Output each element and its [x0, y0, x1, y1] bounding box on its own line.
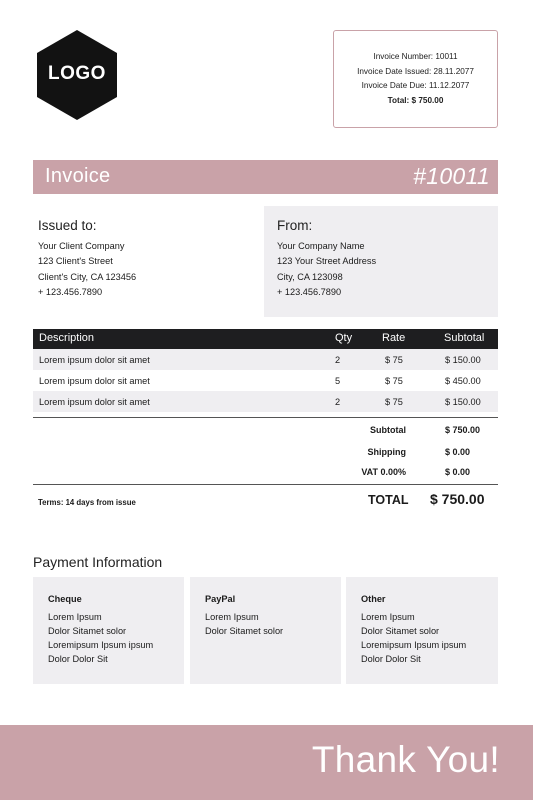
payment-paypal-box — [190, 577, 341, 684]
row-description: Lorem ipsum dolor sit amet — [39, 355, 150, 365]
row-subtotal: $ 150.00 — [445, 355, 481, 365]
shipping-value: $ 0.00 — [445, 447, 471, 457]
payment-detail: Lorem Ipsum — [205, 612, 259, 622]
payment-info-title: Payment Information — [33, 554, 163, 570]
payment-detail: Dolor Sitamet solor — [48, 626, 127, 636]
payment-detail: Dolor Dolor Sit — [361, 654, 421, 664]
invoice-number: Invoice Number: 10011 — [373, 52, 458, 61]
total-divider — [33, 484, 498, 485]
payment-detail: Dolor Sitamet solor — [205, 626, 284, 636]
header-subtotal: Subtotal — [444, 332, 485, 344]
invoice-number-heading: #10011 — [413, 163, 490, 189]
from-section — [264, 206, 498, 317]
logo-text: LOGO — [48, 63, 106, 84]
row-rate: $ 75 — [385, 355, 403, 365]
invoice-date-due: Invoice Date Due: 11.12.2077 — [361, 81, 470, 90]
table-header — [33, 329, 498, 349]
row-description: Lorem ipsum dolor sit amet — [39, 397, 150, 407]
grand-total-label: TOTAL — [368, 493, 409, 507]
payment-detail: Dolor Dolor Sit — [48, 654, 108, 664]
from-heading: From: — [277, 218, 313, 233]
footer-banner — [0, 725, 533, 800]
row-rate: $ 75 — [385, 397, 403, 407]
payment-method-heading: PayPal — [205, 594, 236, 604]
table-row — [33, 370, 498, 391]
invoice-title: Invoice — [45, 165, 111, 187]
payment-detail: Lorem Ipsum — [361, 612, 415, 622]
summary-vat-row — [33, 467, 498, 483]
client-street: 123 Client's Street — [38, 256, 113, 267]
payment-other-box — [346, 577, 498, 684]
row-subtotal: $ 450.00 — [445, 376, 481, 386]
summary-shipping-row — [33, 447, 498, 463]
summary-subtotal-row — [33, 425, 498, 441]
payment-detail: Loremipsum Ipsum ipsum — [48, 640, 154, 650]
row-description: Lorem ipsum dolor sit amet — [39, 376, 150, 386]
client-city: Client's City, CA 123456 — [38, 271, 137, 282]
invoice-title-bar — [33, 160, 498, 194]
row-subtotal: $ 150.00 — [445, 397, 481, 407]
payment-detail: Dolor Sitamet solor — [361, 626, 440, 636]
row-qty: 5 — [335, 376, 341, 386]
client-company: Your Client Company — [38, 241, 125, 251]
header-rate: Rate — [382, 332, 406, 344]
client-phone: + 123.456.7890 — [38, 286, 103, 297]
subtotal-value: $ 750.00 — [445, 425, 481, 435]
table-row — [33, 391, 498, 412]
payment-detail: Loremipsum Ipsum ipsum — [361, 640, 467, 650]
row-qty: 2 — [335, 355, 341, 365]
company-phone: + 123.456.7890 — [277, 286, 342, 297]
issued-to-section — [38, 218, 238, 300]
logo — [37, 30, 117, 120]
payment-terms: Terms: 14 days from issue — [38, 498, 136, 507]
payment-method-heading: Other — [361, 594, 386, 604]
subtotal-label: Subtotal — [370, 425, 406, 435]
row-qty: 2 — [335, 397, 341, 407]
company-name: Your Company Name — [277, 241, 365, 251]
invoice-meta-total: Total: $ 750.00 — [387, 95, 444, 105]
header-qty: Qty — [335, 332, 353, 344]
grand-total-value: $ 750.00 — [430, 491, 485, 507]
row-rate: $ 75 — [385, 376, 403, 386]
payment-cheque-box — [33, 577, 184, 684]
company-street: 123 Your Street Address — [277, 256, 377, 267]
table-row — [33, 349, 498, 370]
line-items-table — [33, 329, 498, 412]
company-city: City, CA 123098 — [277, 271, 343, 282]
shipping-label: Shipping — [367, 447, 406, 457]
vat-value: $ 0.00 — [445, 467, 471, 477]
invoice-meta-box — [333, 30, 498, 128]
header-description: Description — [39, 332, 95, 344]
table-divider — [33, 417, 498, 418]
vat-label: VAT 0.00% — [361, 467, 406, 477]
thank-you-text: Thank You! — [311, 739, 500, 780]
payment-method-heading: Cheque — [48, 594, 82, 604]
issued-to-heading: Issued to: — [38, 218, 97, 233]
payment-detail: Lorem Ipsum — [48, 612, 102, 622]
invoice-date-issued: Invoice Date Issued: 28.11.2077 — [357, 66, 474, 76]
